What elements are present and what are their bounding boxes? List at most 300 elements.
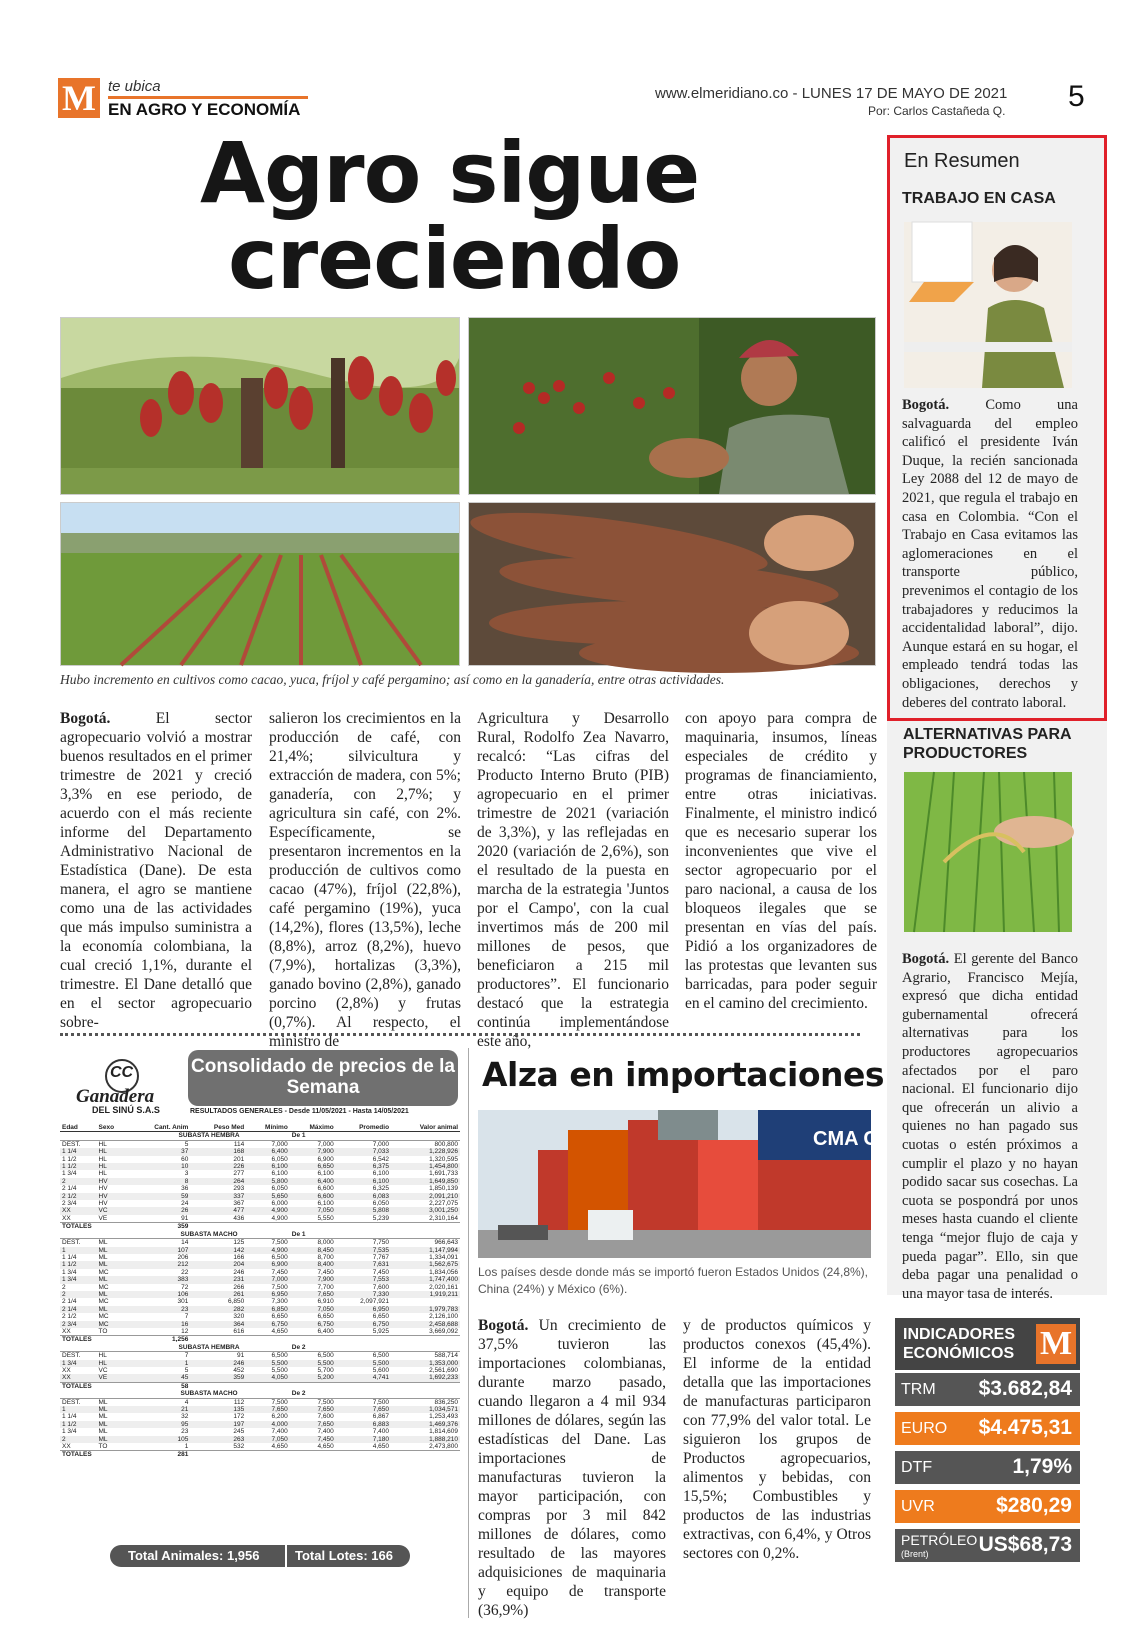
price-cell: 261 [190,1291,246,1298]
price-cell: 6,100 [372,1170,390,1178]
indicator-uvr [895,1490,1080,1523]
price-cell: 2,091,210 [391,1193,460,1200]
price-group-label: SUBASTA MACHO [128,1231,289,1239]
price-cell: 7,500 [271,1239,288,1247]
imports-headline: Alza en importaciones [482,1055,885,1094]
price-group-header [60,1231,460,1239]
price-cell: 5,500 [246,1360,290,1367]
price-cell: 6,650 [271,1313,288,1321]
price-cell: 6,542 [372,1155,390,1163]
prices-subtitle: RESULTADOS GENERALES - Desde 11/05/2021 - Hasta 14/05/2021 [190,1108,409,1115]
price-cell: 1,692,233 [391,1374,460,1382]
column-3-text: Agricultura y Desarrollo Rural, Rodolfo Zea Navarro, recalcó: “Las cifras del Producto Interno Bruto (PIB) agropecuario en el primer trimestre de 2021 (variación de 3,3%), y las reflejadas en 2020 (variación de 2,6%), son el resultado de la puesta en marcha de la estrategia 'Juntos por el Campo', con la cual invertimos más de 200 mil millones de pesos, que beneficiaron a 215 mil productores”. El funcionario destacó que la estrategia continúa implementándose este año, [477,710,669,1050]
price-cell: 1,562,675 [391,1261,460,1268]
price-row [60,1140,460,1148]
price-cell: 2 [60,1436,97,1443]
price-cell: 8,450 [290,1247,336,1254]
indicator-trm-value: $3.682,84 [978,1377,1072,1400]
price-row [60,1306,460,1313]
price-cell: 246 [190,1360,246,1367]
indicator-trm [895,1373,1080,1406]
price-cell: 6,850 [227,1298,245,1306]
price-cell: 1 1/4 [62,1413,77,1421]
price-total-label: TOTALES [60,1451,128,1459]
price-cell: 1 [184,1443,189,1451]
sidebar-title: En Resumen [904,150,1020,172]
price-cell: 1 3/4 [62,1268,77,1276]
price-cell: 106 [128,1291,190,1298]
price-cell: 8,000 [317,1239,334,1247]
price-cell: 1 [128,1360,190,1367]
price-cell: 5,239 [372,1214,390,1222]
price-cell: 7,900 [290,1276,336,1283]
price-cell: 22 [181,1268,189,1276]
indicator-euro [895,1412,1080,1445]
containers-photo [478,1110,878,1258]
price-cell: 7,650 [246,1406,290,1413]
price-cell: 2,561,690 [429,1367,458,1374]
price-cell: HL [98,1352,107,1360]
price-row [60,1406,460,1413]
price-cell: 4,650 [317,1443,334,1451]
price-cell: 7,900 [290,1148,336,1155]
imports-column-2-text: y de productos químicos y productos conexos (45,4%). El informe de la entidad detalla que las importaciones de manufacturas participaron con 77,9% del valor total. Le siguieron los grupos de Productos agropecuarios, alimentos y bebidas, con 15,5%; Combustibles y productos de las industrias extractivas, con 6,4%, y Otros sectores con 0,2%. [683,1317,871,1562]
price-cell: 212 [128,1261,190,1268]
price-cell: 301 [177,1298,189,1306]
price-cell: 2 [62,1283,66,1291]
article-column-1 [60,709,252,1032]
price-row [60,1398,460,1406]
price-row [60,1291,460,1298]
price-row [60,1428,460,1435]
price-cell: 7,050 [246,1436,290,1443]
price-cell: 245 [233,1428,245,1436]
price-cell: 6,910 [317,1298,334,1306]
headline-line-1: Agro sigue [200,124,700,222]
price-cell: 1,228,926 [391,1148,460,1155]
price-cell: ML [97,1276,129,1283]
price-cell: HL [97,1360,129,1367]
price-column-header: Valor animal [391,1124,460,1132]
price-row [60,1276,460,1283]
indicator-oil [895,1529,1080,1562]
kicker: te ubica [108,78,161,95]
price-cell: MC [98,1283,109,1291]
price-total-row [60,1223,460,1231]
price-row [60,1328,460,1336]
price-cell: 1,469,376 [391,1421,460,1428]
price-cell: 2,097,921 [360,1298,390,1306]
sidebar-item2-body: El gerente del Banco Agrario, Francisco Mejía, expresó que dicha entidad gubernamental ofrecerá alternativas para los productores agropecuarios afectados por el paro nacional. El funcionario dijo que ofrecerán un alivio a quienes no han pagado sus cuotas o estén próximos a cumplir el plazo y no hayan podido sacar sus cosechas. La cuota se pospondrá por unos meses hasta cuando el cliente tenga “mejor flujo de caja y pueda pagar”. Ello, sin que deba pagar una penalidad o una mayor tasa de interés. [902,951,1078,1302]
price-cell: 6,083 [336,1193,391,1200]
price-row [60,1436,460,1443]
price-cell: 6,500 [271,1352,288,1360]
price-cell: 477 [190,1207,246,1214]
indicator-oil-value: US$68,73 [978,1533,1072,1556]
price-cell: 7,000 [271,1140,288,1148]
price-cell: 6,400 [290,1178,336,1185]
price-total-label: TOTALES [60,1336,128,1344]
price-cell: 7,500 [372,1398,390,1406]
sidebar-item1-heading: TRABAJO EN CASA [902,190,1056,207]
totals-separator [285,1545,287,1567]
price-cell: 6,900 [317,1155,334,1163]
price-total-value: 58 [128,1382,190,1390]
price-cell: MC [97,1321,129,1328]
price-cell: 4,900 [246,1207,290,1214]
price-cell: 6,650 [290,1163,336,1170]
price-cell: XX [62,1327,71,1335]
price-cell: ML [97,1421,129,1428]
price-cell: 1,253,493 [429,1413,458,1421]
price-cell: 1,147,994 [391,1247,460,1254]
price-cell: HL [97,1148,129,1155]
price-row [60,1185,460,1192]
price-cell: 7,180 [336,1436,391,1443]
price-cell: 3 [184,1170,189,1178]
price-cell: DEST. [62,1140,81,1148]
price-cell: 6,400 [317,1327,334,1335]
price-cell: 2 3/4 [60,1321,97,1328]
price-cell: 125 [233,1239,245,1247]
price-cell: 3,669,092 [429,1327,458,1335]
price-row [60,1284,460,1291]
price-total-value: 1,256 [128,1336,190,1344]
price-cell: 3,001,250 [391,1207,460,1214]
price-cell: 5,800 [246,1178,290,1185]
price-row [60,1247,460,1254]
price-cell: 264 [190,1178,246,1185]
price-cell: 6,900 [246,1261,290,1268]
sidebar-item2-dateline: Bogotá. [902,951,950,967]
price-cell: 4,650 [372,1443,390,1451]
indicator-uvr-value: $280,29 [996,1494,1072,1517]
price-cell: 8 [128,1178,190,1185]
price-column-header: Sexo [97,1124,129,1132]
price-cell: 359 [190,1374,246,1382]
imports-dateline: Bogotá. [478,1317,529,1334]
indicators-logo: M [1036,1324,1076,1364]
price-cell: 1,691,733 [429,1170,458,1178]
price-cell: ML [97,1306,129,1313]
price-cell: 5,600 [372,1367,390,1374]
price-cell: 1,747,400 [391,1276,460,1283]
indicator-euro-label: EURO [901,1420,948,1437]
price-cell: 1 3/4 [62,1428,77,1436]
price-cell: 23 [181,1428,189,1436]
price-cell: 135 [190,1406,246,1413]
price-row [60,1148,460,1155]
price-cell: 7,400 [372,1428,390,1436]
price-row [60,1156,460,1163]
price-cell: 4 [184,1398,189,1406]
indicators-title-2: ECONÓMICOS [903,1345,1015,1362]
column-1-text: El sector agropecuario volvió a mostrar buenos resultados en el primer trimestre de 2021 y creció 3,3% en ese periodo, de acuerdo con el más reciente informe del Departamento Administrativo Nacional de Estadística (Dane). De esta manera, el agro se mantiene como una de las actividades que más impulso suministra a la economía colombiana, la cual creció 1,1%, durante el trimestre. El Dane detalló que en el sector agropecuario sobre- [60,710,252,1031]
price-total-row [60,1336,460,1344]
indicators-title-1: INDICADORES [903,1326,1016,1343]
price-cell: 7,650 [336,1406,391,1413]
price-cell: 1 1/2 [60,1163,97,1170]
price-cell: HV [98,1185,108,1193]
price-cell: 4,650 [271,1443,288,1451]
price-cell: 1 1/4 [62,1253,77,1261]
price-row [60,1239,460,1247]
price-cell: 6,750 [336,1321,391,1328]
price-total-row [60,1382,460,1390]
price-cell: 6,650 [317,1313,334,1321]
price-cell: 107 [128,1247,190,1254]
brand-logo: M [58,78,100,118]
price-cell: 32 [181,1413,189,1421]
ganadera-subtitle: DEL SINÚ S.A.S [92,1105,160,1115]
price-cell: 2,458,688 [391,1321,460,1328]
price-cell: 4,900 [271,1214,288,1222]
price-cell: 24 [181,1200,189,1208]
price-cell [391,1298,460,1305]
price-cell: 16 [128,1321,190,1328]
price-cell: 452 [233,1367,245,1374]
price-row [60,1261,460,1268]
price-cell: 6,325 [372,1185,390,1193]
price-row [60,1215,460,1223]
ganadera-initials: CC [110,1064,134,1081]
price-total-row [60,1451,460,1459]
price-cell: 2 [60,1291,97,1298]
price-cell: 1 3/4 [60,1276,97,1283]
price-cell: 7,650 [290,1421,336,1428]
byline: Por: Carlos Castañeda Q. [868,104,1006,118]
price-cell: HV [97,1178,129,1185]
price-cell: 7,000 [372,1140,390,1148]
rice-field-photo [904,772,1072,932]
price-row [60,1367,460,1374]
price-cell: 7,050 [290,1306,336,1313]
price-cell: 7,450 [372,1268,390,1276]
sidebar-item2-heading: ALTERNATIVAS PARA PRODUCTORES [903,726,1071,762]
price-cell: 2 1/4 [60,1306,97,1313]
price-cell: 7,330 [336,1291,391,1298]
price-cell: TO [98,1327,108,1335]
price-cell: XX [60,1374,97,1382]
price-cell: VE [98,1214,108,1222]
price-cell: 6,650 [372,1313,390,1321]
price-cell: 4,050 [246,1374,290,1382]
cacao-photo [60,317,460,495]
edition-meta[interactable]: www.elmeridiano.co - LUNES 17 DE MAYO DE 2021 [655,85,1008,102]
coffee-farmer-photo [468,317,876,495]
imports-column-1 [478,1316,666,1620]
price-cell: 1,334,091 [429,1253,458,1261]
field-photo [60,502,460,666]
price-row [60,1163,460,1170]
price-cell: 7,400 [317,1428,334,1436]
price-cell: 5,500 [271,1367,288,1374]
price-group-label: SUBASTA HEMBRA [128,1132,289,1140]
price-cell: 105 [128,1436,190,1443]
price-cell: 7,500 [317,1398,334,1406]
price-row [60,1443,460,1451]
imports-caption: Los países desde donde más se importó fueron Estados Unidos (24,8%), China (24%) y México (6%). [478,1265,868,1296]
price-cell: 6,750 [246,1321,290,1328]
price-cell: 5,500 [336,1360,391,1367]
price-cell: 1,850,139 [429,1185,458,1193]
total-animals: Total Animales: 1,956 [128,1548,260,1563]
price-cell: 7,535 [336,1247,391,1254]
price-cell: 1 [60,1406,97,1413]
price-cell: 7,631 [336,1261,391,1268]
price-total-label: TOTALES [60,1382,128,1390]
article-column-2 [269,709,461,1051]
price-cell: ML [97,1247,129,1254]
price-cell: 6,375 [336,1163,391,1170]
price-cell: 5,650 [246,1193,290,1200]
price-column-header: Promedio [336,1124,391,1132]
price-cell: 4,000 [246,1421,290,1428]
price-cell: ML [98,1398,108,1406]
price-cell: HV [97,1193,129,1200]
price-cell: 7,767 [372,1253,390,1261]
sidebar-item1-text [902,396,1078,712]
price-cell: 226 [190,1163,246,1170]
price-cell: 1,979,783 [391,1306,460,1313]
indicator-uvr-label: UVR [901,1498,935,1515]
price-cell: XX [60,1207,97,1214]
price-cell: 1,034,571 [391,1406,460,1413]
price-cell: 6,200 [271,1413,288,1421]
price-cell: 95 [128,1421,190,1428]
price-column-header: Mínimo [246,1124,290,1132]
price-cell: 2 [60,1178,97,1185]
price-cell: 7,050 [290,1207,336,1214]
price-cell: ML [98,1413,108,1421]
price-cell: XX [62,1367,71,1374]
price-group-spacer [60,1390,128,1398]
column-4-text: con apoyo para compra de maquinaria, insumos, líneas especiales de crédito y programas de financiamiento, entre otras iniciativas. Finalmente, el ministro indicó que es necesario superar los inconvenientes que vive el sector agropecuario por el paro nacional, a causa de los bloqueos ilegales que se presentan en vías del país. Pidió a los organizadores de las protestas que levanten sus barricadas, para poder seguir en el camino del crecimiento. [685,710,877,1012]
price-cell: 91 [237,1352,245,1360]
price-group-day: De 2 [290,1344,460,1352]
price-cell: 6,000 [271,1200,288,1208]
price-table-header [60,1124,460,1132]
price-row [60,1170,460,1177]
price-row [60,1313,460,1320]
price-cell: XX [62,1443,71,1451]
price-cell: HL [97,1163,129,1170]
price-cell: 2 1/2 [62,1313,77,1321]
price-cell: ML [97,1291,129,1298]
price-cell: 6,950 [246,1291,290,1298]
price-cell: 201 [233,1155,245,1163]
price-cell: 7,600 [317,1413,334,1421]
price-cell: ML [98,1428,108,1436]
price-group-label: SUBASTA HEMBRA [128,1344,289,1352]
price-cell: 2,310,164 [429,1214,458,1222]
price-cell: 197 [190,1421,246,1428]
price-total-spacer [190,1336,460,1344]
price-cell: 166 [233,1253,245,1261]
price-cell: 7,400 [271,1428,288,1436]
price-cell: HL [98,1140,107,1148]
price-cell: 6,850 [246,1306,290,1313]
price-cell: 112 [233,1398,245,1406]
price-cell: 263 [190,1436,246,1443]
price-cell: DEST. [62,1239,81,1247]
price-cell: 5,500 [290,1360,336,1367]
price-row [60,1254,460,1261]
price-cell: 7,033 [336,1148,391,1155]
price-cell: 800,800 [434,1140,458,1148]
price-total-spacer [190,1223,460,1231]
price-cell: 21 [128,1406,190,1413]
price-cell: 7,750 [372,1239,390,1247]
price-cell: 1,454,800 [391,1163,460,1170]
sidebar-item1-dateline: Bogotá. [902,397,950,413]
price-cell: ML [97,1406,129,1413]
price-row [60,1321,460,1328]
price-row [60,1178,460,1185]
price-cell: 1 1/4 [60,1148,97,1155]
indicator-dtf-value: 1,79% [1012,1455,1072,1478]
price-cell: 6,867 [372,1413,390,1421]
price-cell: 6,600 [290,1193,336,1200]
price-row [60,1413,460,1420]
price-cell: HV [98,1200,108,1208]
price-cell: 5,808 [336,1207,391,1214]
price-total-label: TOTALES [60,1223,128,1231]
price-cell: 14 [181,1239,189,1247]
price-cell: ML [98,1253,108,1261]
price-cell: 6,100 [336,1178,391,1185]
price-group-spacer [60,1132,128,1140]
ganadera-logo [72,1058,172,1114]
price-cell: 2,020,161 [429,1283,458,1291]
price-cell: VC [97,1207,129,1214]
price-cell: 59 [128,1193,190,1200]
price-row [60,1421,460,1428]
price-cell: 6,500 [317,1352,334,1360]
price-cell: 6,100 [246,1163,290,1170]
price-cell: 4,650 [271,1327,288,1335]
price-cell: 142 [190,1247,246,1254]
price-cell: 168 [190,1148,246,1155]
price-cell: 2 3/4 [62,1200,77,1208]
price-cell: 6,950 [336,1306,391,1313]
price-cell: 60 [181,1155,189,1163]
price-cell: 6,500 [271,1253,288,1261]
main-headline [200,124,760,308]
total-lots: Total Lotes: 166 [295,1548,394,1563]
price-cell: 172 [233,1413,245,1421]
column-2-text: salieron los crecimientos en la producción de café, con 21,4%; silvicultura y extracción de madera, con 5%; ganadería, con 2,7%; y agricultura sin café, con 2%. Específicamente, se presentaron incrementos en la producción de cultivos como cacao (47%), fríjol (22,8%), café pergamino (19%), yuca (14,2%), flores (13,5%), leche (8,8%), arroz (8,2%), huevo (7,9%), hortalizas (3,3%), ganado bovino (2,8%), ganado porcino (2,8%) y frutas (0,7%). Al respecto, el ministro de [269,710,461,1050]
photo-caption: Hubo incremento en cultivos como cacao, yuca, fríjol y café pergamino; así como en la ganadería, entre otras actividades. [60,672,725,687]
price-cell: 2,227,075 [429,1200,458,1208]
imports-column-2 [683,1316,871,1563]
price-cell: 2 1/4 [62,1298,77,1306]
price-cell: MC [98,1313,109,1321]
price-cell: 10 [128,1163,190,1170]
price-cell: 1 3/4 [60,1360,97,1367]
price-cell: 588,714 [434,1352,458,1360]
price-cell: 1,320,595 [429,1155,458,1163]
price-cell: ML [97,1261,129,1268]
price-cell: 7,500 [271,1283,288,1291]
price-cell: 5,200 [290,1374,336,1382]
price-row [60,1374,460,1382]
price-cell: 1,649,850 [391,1178,460,1185]
price-cell: 7,500 [271,1398,288,1406]
price-cell: 1 1/2 [62,1155,77,1163]
price-group-spacer [60,1231,128,1239]
indicator-dtf-label: DTF [901,1459,933,1476]
